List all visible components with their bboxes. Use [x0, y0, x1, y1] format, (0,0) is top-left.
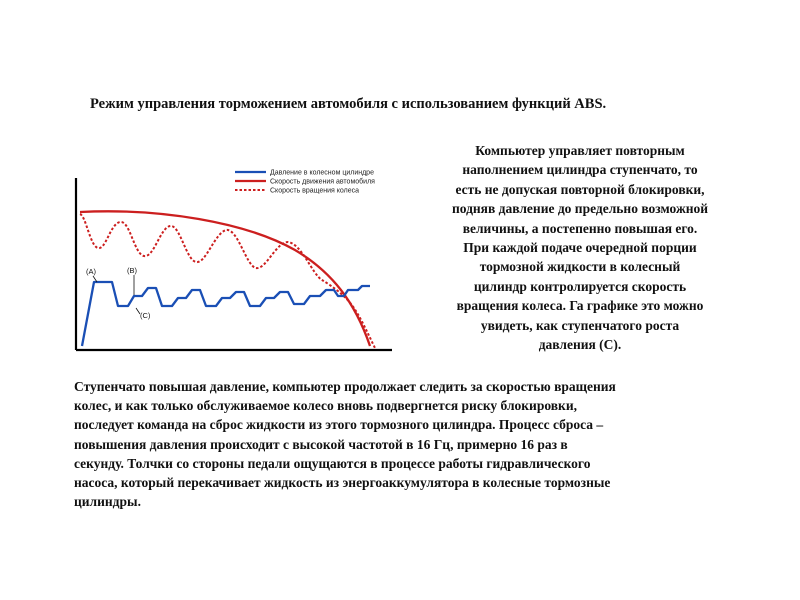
side-line: увидеть, как ступенчатого роста	[480, 317, 680, 333]
pressure-curve	[82, 282, 370, 346]
slide-title: Режим управления торможением автомобиля с использованием функций ABS.	[90, 96, 607, 112]
body-line: насоса, который перекачивает жидкость из энергоаккумулятора в колесные тормозные	[74, 475, 611, 491]
marker-a: (A)	[86, 267, 96, 276]
body-line: цилиндры.	[74, 494, 141, 510]
wheel-speed-curve	[80, 214, 375, 348]
marker-b: (B)	[127, 266, 137, 275]
side-line: вращения колеса. Га графике это можно	[456, 298, 704, 314]
side-line: Компьютер управляет повторным	[475, 143, 685, 158]
legend-label-vehicle-speed: Скорость движения автомобиля	[270, 178, 375, 186]
vehicle-speed-curve	[80, 211, 370, 346]
side-paragraph	[415, 141, 745, 354]
body-paragraph	[74, 377, 754, 511]
body-line: секунду. Толчки со стороны педали ощущаются в процессе работы гидравлического	[74, 455, 591, 471]
legend	[235, 170, 375, 195]
side-line: При каждой подаче очередной порции	[463, 240, 697, 256]
abs-chart	[70, 150, 410, 365]
body-line: последует команда на сброс жидкости из этого тормозного цилиндра. Процесс сброса –	[74, 417, 604, 433]
abs-chart-svg	[70, 150, 410, 365]
body-line: Ступенчато повышая давление, компьютер продолжает следить за скоростью вращения	[74, 379, 616, 394]
body-line: повышения давления происходит с высокой частотой в 16 Гц, примерно 16 раз в	[74, 436, 568, 452]
side-line: тормозной жидкости в колесный	[479, 259, 681, 275]
marker-c: (C)	[140, 311, 151, 320]
side-line: есть не допуская повторной блокировки,	[455, 181, 705, 197]
side-line: величины, а постепенно повышая его.	[462, 220, 698, 236]
body-line: колес, и как только обслуживаемое колесо вновь подвергнется риску блокировки,	[74, 398, 577, 414]
side-line: давления (С).	[538, 337, 622, 353]
legend-label-pressure: Давление в колесном цилиндре	[270, 169, 374, 177]
side-line: наполнением цилиндра ступенчато, то	[462, 162, 698, 178]
side-line: подняв давление до предельно возможной	[451, 201, 709, 217]
side-line: цилиндр контролируется скорость	[473, 278, 687, 294]
legend-label-wheel-speed: Скорость вращения колеса	[270, 187, 360, 195]
